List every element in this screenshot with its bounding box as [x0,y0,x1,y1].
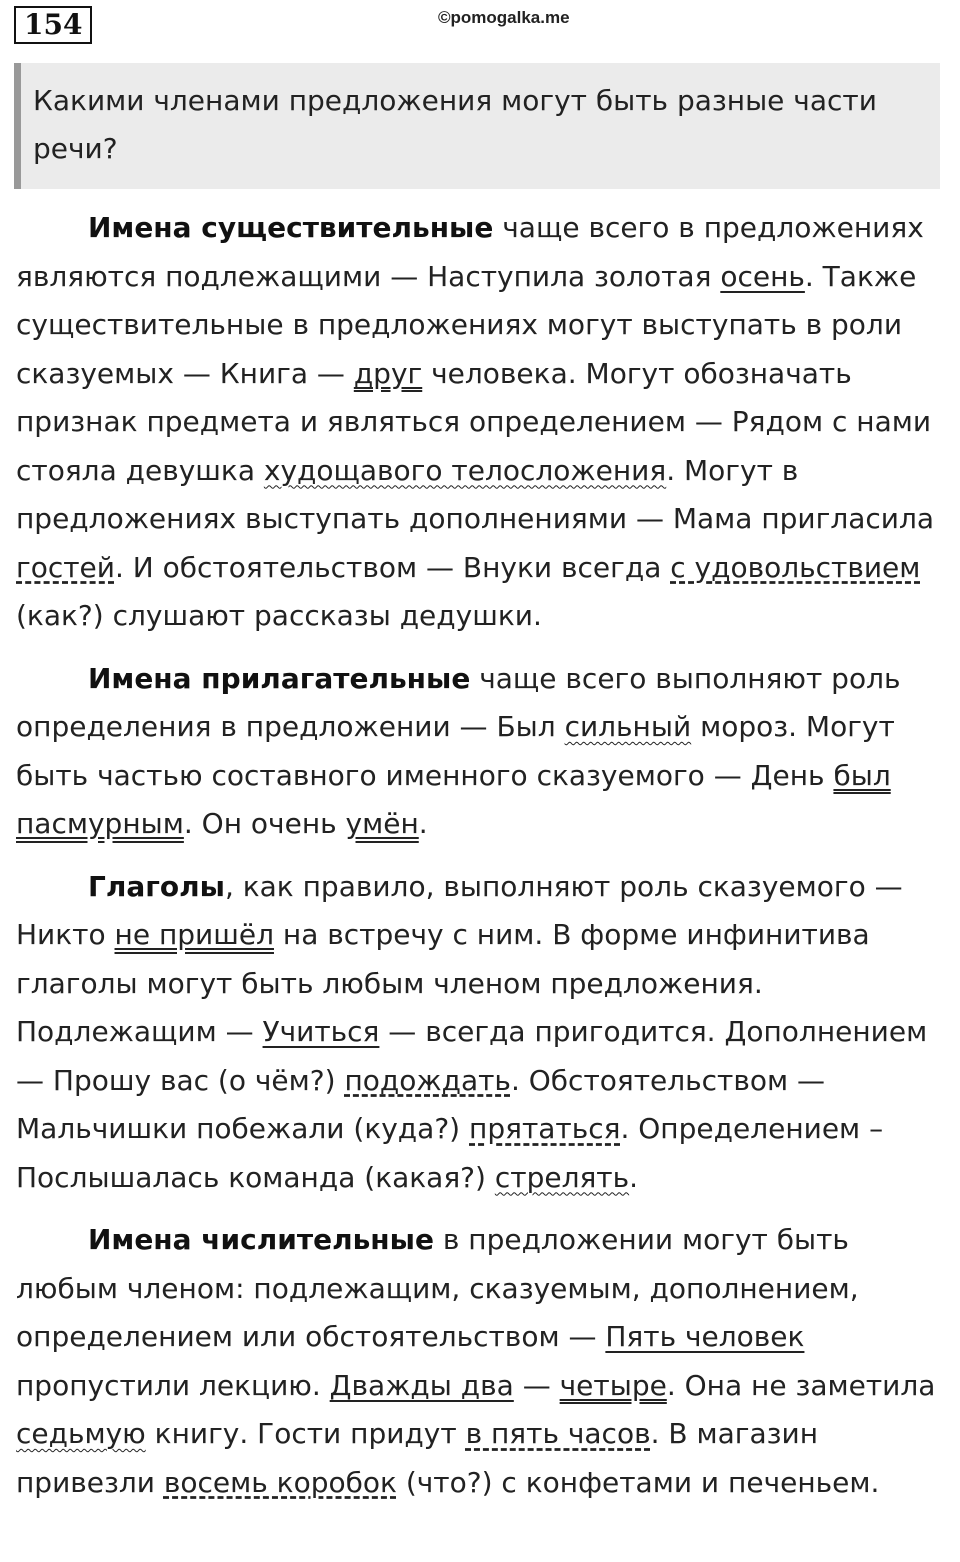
paragraph-text: на встречу с ним. В форме инфинитива глаголы могут быть любым членом предложения. Подлежащим — [16,918,870,1048]
underlined-example: с удовольствием [670,550,921,584]
paragraph-text: , как правило, выполняют роль сказуемого — Никто [16,869,903,951]
underlined-example: восемь коробок [163,1465,397,1499]
underlined-example: не пришёл [114,918,274,951]
underlined-example: был пасмурным [16,758,891,840]
paragraph-text: . И обстоятельством — Внуки всегда [114,550,671,584]
paragraph-text: . Также существительные в предложениях могут выступать в роли сказуемых — Книга — [16,259,917,390]
underlined-example: подождать [344,1063,511,1097]
answer-paragraph [16,863,944,1203]
watermark: ©pomogalka.me [438,8,570,27]
paragraph-text: — [513,1368,560,1402]
paragraph-text: (как?) слушают рассказы дедушки. [16,599,542,632]
paragraph-text: . Могут в предложениях выступать дополнениями — Мама пригласила [16,453,935,535]
paragraph-text: . [629,1160,639,1194]
underlined-example: друг [353,356,423,390]
paragraph-heading: Имена прилагательные [88,661,471,695]
underlined-example: стрелять [494,1160,630,1194]
paragraph-text: . В магазин привезли [16,1417,819,1499]
task-number: 154 [14,6,92,44]
page-header [14,6,944,46]
paragraph-text: . Определением – Послышалась команда (какая?) [16,1112,884,1194]
underlined-example: гостей [16,550,115,584]
question-box: Какими членами предложения могут быть разные части речи? [14,63,940,189]
underlined-example: Пять человек [605,1320,805,1353]
paragraph-text: . Он очень [183,807,346,840]
paragraph-text: (что?) с конфетами и печеньем. [396,1465,880,1499]
paragraph-text: . Обстоятельством —Мальчишки побежали (куда?) [16,1063,826,1145]
answer-paragraph [16,204,944,641]
answer-paragraph [16,1216,944,1507]
paragraph-text: книгу. Гости придут [145,1417,466,1450]
underlined-example: худощавого телосложения [263,453,667,487]
underlined-example: умён [345,807,419,840]
paragraph-text: в предложении могут быть любым членом: подлежащим, сказуемым, дополнением, определением или обстоятельством — [16,1223,859,1353]
underlined-example: седьмую [16,1417,146,1450]
paragraph-heading: Глаголы [88,869,225,903]
underlined-example: Учиться [262,1015,380,1048]
underlined-example: прятаться [469,1112,621,1145]
paragraph-text: мороз. Могут быть частью составного именного сказуемого — День [16,710,895,792]
underlined-example: сильный [564,710,692,743]
paragraph-text: чаще всего выполняют роль определения в предложении — Был [16,661,901,743]
paragraph-heading: Имена числительные [88,1223,434,1256]
paragraph-text: пропустили лекцию. [16,1368,330,1402]
underlined-example: осень [720,259,805,293]
paragraph-heading: Имена существительные [88,211,494,244]
paragraph-text: — всегда пригодится. Дополнением — Прошу вас (о чём?) [16,1015,928,1097]
answer-text [16,204,944,1521]
paragraph-text: человека. Могут обозначать признак предмета и являться определением — Рядом с нами стояла девушка [16,356,932,487]
paragraph-text: чаще всего в предложениях являются подлежащими — Наступила золотая [16,211,924,293]
answer-paragraph [16,655,944,849]
underlined-example: четыре [559,1368,667,1402]
underlined-example: Дважды два [329,1368,514,1402]
paragraph-text: . Она не заметила [666,1368,936,1402]
underlined-example: в пять часов [465,1417,651,1450]
paragraph-text: . [418,807,428,840]
